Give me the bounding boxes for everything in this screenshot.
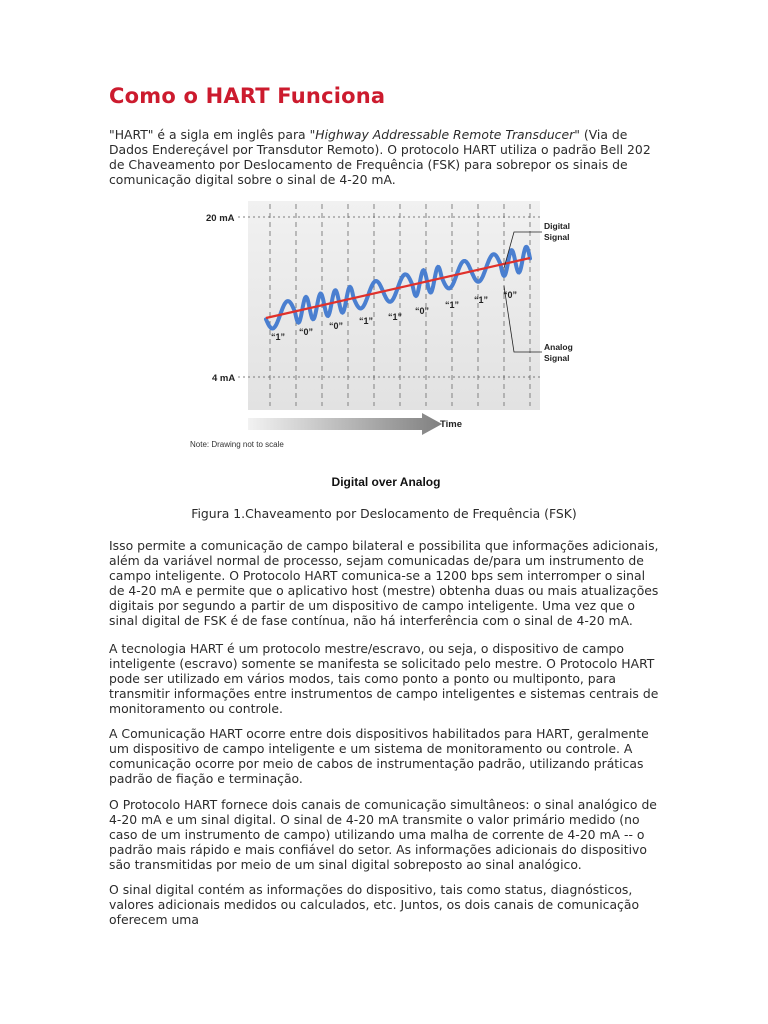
analog-label-2: Signal [544,353,570,363]
paragraph-4: O Protocolo HART fornece dois canais de comunicação simultâneos: o sinal analógico de 4-20 mA e um sinal digital. O sinal de 4-20 mA transmite o valor primário medido (no caso de um instrumento de campo) utilizando uma malha de corrente de 4-20 mA -- o padrão mais rápido e mais confiável do setor. As informações adicionais do dispositivo são transmitidas por meio de um sinal digital sobreposto ao sinal analógico. [109,797,657,872]
intro-italic-term: Highway Addressable Remote Transducer [315,127,575,142]
bit-label: “0” [502,290,518,300]
paragraph-3: A Comunicação HART ocorre entre dois dispositivos habilitados para HART, geralmente um dispositivo de campo inteligente e um sistema de monitoramento ou controle. A comunicação ocorre por meio de cabos de instrumentação padrão, utilizando práticas padrão de fiação e terminação. [109,726,649,786]
fsk-diagram [186,196,586,492]
y-bottom-label: 4 mA [212,373,236,384]
figure-heading: Digital over Analog [331,475,441,489]
intro-paragraph [109,127,661,187]
bit-label: “0” [328,321,344,331]
digital-label-2: Signal [544,232,570,242]
bit-label: “1” [444,300,460,310]
figure-note: Note: Drawing not to scale [190,440,284,449]
digital-label-1: Digital [544,221,570,231]
bit-label: “0” [414,306,430,316]
bit-label: “1” [473,295,489,305]
analog-label-1: Analog [544,342,573,352]
paragraph-5: O sinal digital contém as informações do dispositivo, tais como status, diagnósticos, valores adicionais medidos ou calculados, etc. Juntos, os dois canais de comunicação oferecem uma [109,882,640,927]
intro-text-end: " (Via de Dados Endereçável por Transdutor Remoto). O protocolo HART utiliza o padrão Bell 202 de Chaveamento por Deslocamento de Frequência (FSK) para sobrepor os sinais de comunicação digital sobre o sinal de 4-20 mA. [109,127,651,187]
paragraph-2: A tecnologia HART é um protocolo mestre/escravo, ou seja, o dispositivo de campo inteligente (escravo) somente se manifesta se solicitado pelo mestre. O Protocolo HART pode ser utilizado em vários modos, tais como ponto a ponto ou multiponto, para transmitir informações entre instrumentos de campo inteligentes e sistemas centrais de monitoramento ou controle. [109,641,659,716]
figure-caption: Figura 1.Chaveamento por Deslocamento de Frequência (FSK) [191,506,577,521]
y-top-label: 20 mA [206,213,235,224]
bit-label: “1” [270,332,286,342]
bit-label: “1” [358,316,374,326]
intro-text-start: "HART" é a sigla em inglês para " [109,127,316,142]
bit-label: “1” [387,312,403,322]
time-arrow [248,413,442,435]
fsk-figure [186,196,586,492]
bit-label: “0” [298,327,314,337]
page-title: Como o HART Funciona [109,84,386,108]
paragraph-1: Isso permite a comunicação de campo bilateral e possibilita que informações adicionais, além da variável normal de processo, sejam comunicadas de/para um instrumento de campo inteligente. O Protocolo HART comunica-se a 1200 bps sem interromper o sinal de 4-20 mA e permite que o aplicativo host (mestre) obtenha duas ou mais atualizações digitais por segundo a partir de um dispositivo de campo inteligente. Uma vez que o sinal digital de FSK é de fase contínua, não há interferência com o sinal de 4-20 mA. [109,538,659,628]
x-axis-label: Time [440,419,463,430]
